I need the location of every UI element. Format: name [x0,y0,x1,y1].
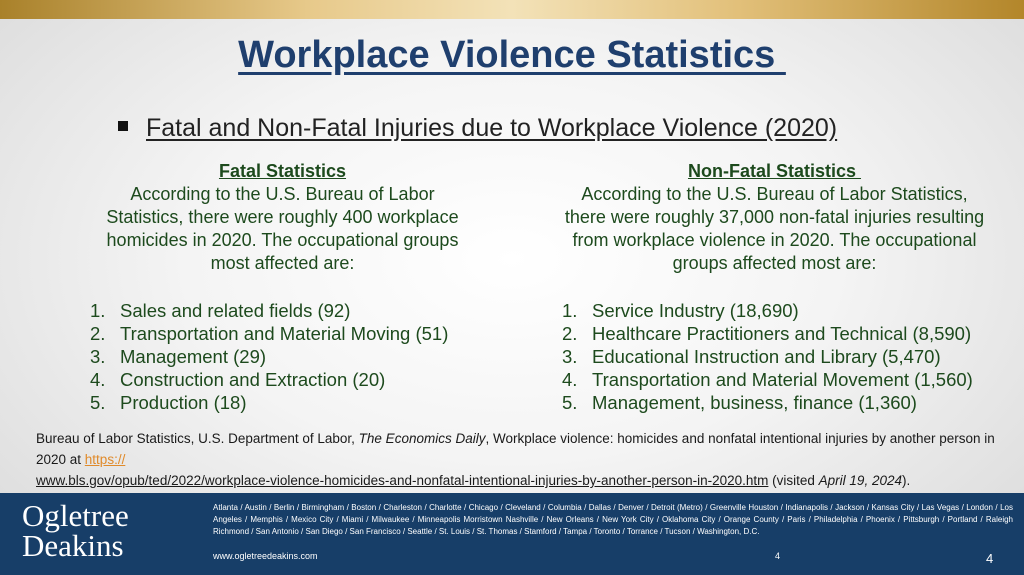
list-item: 2. Transportation and Material Moving (51) [90,323,449,344]
footer-band [0,493,1024,575]
ogletree-deakins-logo: Ogletree Deakins [22,498,129,563]
office-locations: Atlanta / Austin / Berlin / Birmingham / Boston / Charleston / Charlotte / Chicago / Cleveland / Columbia / Dallas / Denver / Detroit (Metro) / Greenville Houston / Indianapolis / Jackson / Kansas City / Las Vegas / London / Los Angeles / Memphis / Mexico City / Miami / Milwaukee / Minneapolis Morristown Nashville / New Orleans / New York City / Oklahoma City / Orange County / Paris / Philadelphia / Phoenix / Pittsburgh / Portland / Raleigh Richmond / San Antonio / San Diego / San Francisco / Seattle / St. Louis / St. Thomas / Stamford / Tampa / Toronto / Torrance / Tucson / Washington, D.C. [213,503,1013,536]
square-bullet-icon [118,121,128,131]
list-item: 5. Management, business, finance (1,360) [562,392,917,413]
fatal-list [90,299,475,414]
fatal-statistics-column [90,160,475,414]
nonfatal-list [562,299,987,414]
top-accent-bar [0,0,1024,19]
subheading-text: Fatal and Non-Fatal Injuries due to Workplace Violence (2020) [146,114,838,142]
list-item: 1. Service Industry (18,690) [562,300,799,321]
citation-link-start[interactable]: https:// [84,452,126,467]
slide-number: 4 [986,551,994,566]
footer-page-number: 4 [775,551,781,561]
list-item: 3. Educational Instruction and Library (5,470) [562,346,941,367]
citation-url-link[interactable]: www.bls.gov/opub/ted/2022/workplace-violence-homicides-and-nonfatal-intentional-injuries-by-another-person-in-2020.htm [36,473,769,488]
visited-date: April 19, 2024 [818,473,902,488]
journal-name: The Economics Daily [358,431,486,446]
fatal-heading: Fatal Statistics [218,161,347,181]
list-item: 2. Healthcare Practitioners and Technical (8,590) [562,323,972,344]
list-item: 5. Production (18) [90,392,247,413]
nonfatal-paragraph: According to the U.S. Bureau of Labor Statistics, there were roughly 37,000 non-fatal injuries resulting from workplace violence in 2020. The occupational groups affected most are: [564,184,985,273]
list-item: 4. Construction and Extraction (20) [90,369,386,390]
list-item: 3. Management (29) [90,346,267,367]
nonfatal-statistics-column [562,160,987,414]
nonfatal-heading: Non-Fatal Statistics [687,161,862,181]
list-item: 1. Sales and related fields (92) [90,300,351,321]
source-citation: Bureau of Labor Statistics, U.S. Department of Labor, The Economics Daily, Workplace violence: homicides and nonfatal intentional injuries by another person in 2020 at https:// www.bls.gov/opub/ted/2022/workplace-violence-homicides-and-nonfatal-intentional-injuries-by-another-person-in-2020.htm (visited April 19, 2024). [36,431,995,488]
slide-title: Workplace Violence Statistics [238,34,786,76]
list-item: 4. Transportation and Material Movement (1,560) [562,369,973,390]
website-link[interactable]: www.ogletreedeakins.com [213,551,318,561]
fatal-paragraph: According to the U.S. Bureau of Labor Statistics, there were roughly 400 workplace homicides in 2020. The occupational groups most affected are: [106,184,459,273]
subheading [118,114,837,143]
